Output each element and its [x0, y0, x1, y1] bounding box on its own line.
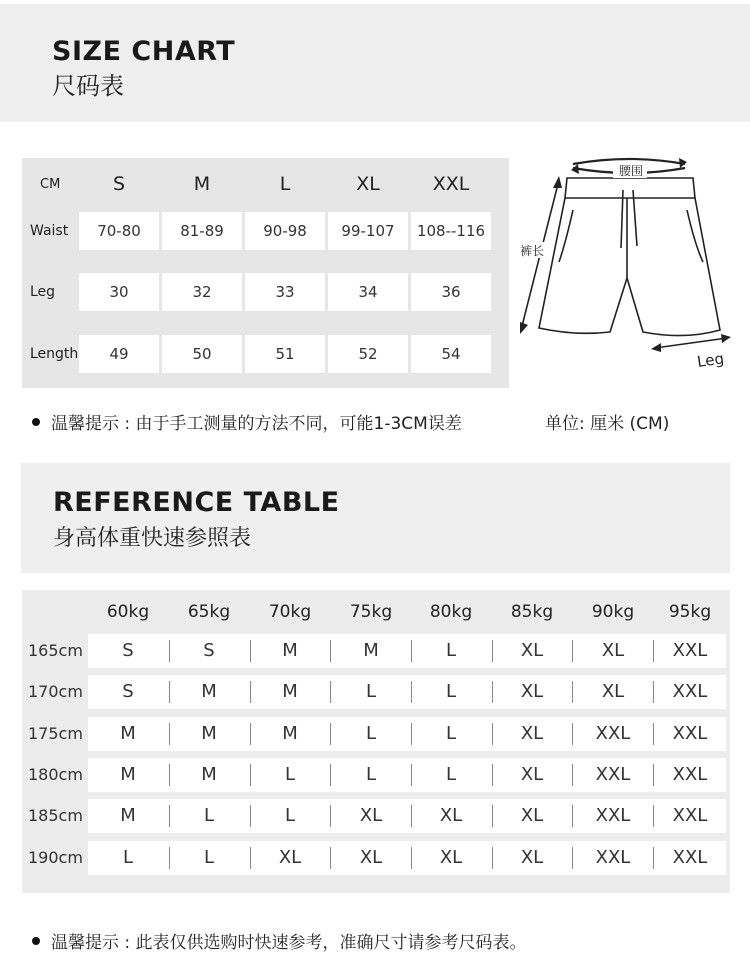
column-divider [411, 723, 412, 745]
reference-size-cell: L [122, 846, 134, 868]
reference-size-cell: L [203, 846, 215, 868]
column-divider [572, 681, 573, 703]
column-divider [330, 805, 331, 827]
size-chart-subtitle: 尺码表 [52, 72, 124, 100]
column-divider [492, 847, 493, 869]
reference-size-cell: M [282, 640, 298, 661]
reference-size-cell: M [120, 805, 136, 827]
size-value-cell: 70-80 [79, 212, 159, 250]
shorts-diagram [515, 150, 740, 375]
size-row-label: Length [30, 346, 79, 362]
reference-note [32, 928, 527, 953]
column-divider [169, 805, 170, 827]
arrow-head-icon [520, 322, 528, 334]
size-row-label: Waist [30, 223, 69, 239]
reference-size-cell: L [365, 681, 377, 703]
reference-size-cell: S [203, 640, 215, 661]
arrow-head-icon [571, 164, 579, 174]
column-divider [330, 723, 331, 745]
length-label: 裤长 [520, 244, 545, 258]
reference-size-cell: XL [520, 846, 544, 868]
column-divider [250, 847, 251, 869]
reference-size-cell: XL [439, 805, 463, 827]
column-divider [572, 847, 573, 869]
column-divider [411, 764, 412, 786]
reference-size-cell: S [122, 681, 134, 703]
weight-header: 70kg [268, 602, 312, 622]
column-divider [330, 847, 331, 869]
column-divider [250, 723, 251, 745]
reference-subtitle: 身高体重快速参照表 [53, 526, 252, 551]
column-divider [169, 764, 170, 786]
reference-size-cell: XL [359, 846, 383, 868]
height-label: 170cm [28, 682, 83, 702]
height-label: 180cm [28, 764, 83, 784]
reference-size-cell: XXL [595, 722, 631, 744]
size-row-label: Leg [30, 284, 56, 300]
reference-size-cell: M [120, 722, 136, 744]
reference-size-cell: XL [601, 681, 625, 703]
arrow-head-icon [553, 176, 562, 188]
reference-size-cell: M [282, 722, 298, 744]
column-divider [169, 847, 170, 869]
size-value-cell: 108--116 [411, 212, 491, 250]
weight-header: 65kg [187, 602, 231, 622]
reference-size-cell: XL [601, 640, 625, 661]
reference-size-cell: L [203, 805, 215, 827]
measurement-note [32, 409, 462, 434]
size-header: L [279, 173, 291, 195]
reference-size-cell: XXL [595, 846, 631, 868]
column-divider [492, 640, 493, 662]
column-divider [411, 640, 412, 662]
size-header: XXL [432, 173, 470, 195]
arrow-head-icon [721, 334, 731, 343]
size-value-cell: 54 [411, 335, 491, 373]
size-value-cell: 49 [79, 335, 159, 373]
column-divider [330, 681, 331, 703]
size-value-cell: 34 [328, 273, 408, 311]
height-label: 190cm [28, 847, 83, 867]
reference-size-cell: XXL [672, 640, 708, 661]
reference-size-cell: L [365, 763, 377, 785]
reference-size-cell: XL [359, 805, 383, 827]
reference-size-cell: L [284, 805, 296, 827]
column-divider [169, 723, 170, 745]
size-value-cell: 52 [328, 335, 408, 373]
reference-size-cell: XL [520, 681, 544, 703]
size-header: S [112, 173, 126, 195]
size-value-cell: 51 [245, 335, 325, 373]
unit-note-text: 单位: 厘米 (CM) [545, 414, 670, 434]
reference-size-cell: XXL [595, 763, 631, 785]
reference-size-cell: M [120, 763, 136, 785]
reference-size-cell: XXL [672, 681, 708, 703]
weight-header: 90kg [591, 602, 635, 622]
size-value-cell: 81-89 [162, 212, 242, 250]
reference-size-cell: L [365, 722, 377, 744]
size-chart-table [22, 158, 509, 388]
reference-size-cell: M [282, 681, 298, 703]
unit-note [545, 409, 669, 434]
reference-size-cell: XXL [672, 722, 708, 744]
column-divider [169, 640, 170, 662]
size-header: M [193, 173, 211, 195]
measurement-note-text: 温馨提示 : 由于手工测量的方法不同，可能1-3CM误差 [51, 414, 462, 434]
column-divider [250, 805, 251, 827]
column-divider [330, 764, 331, 786]
reference-size-cell: L [284, 763, 296, 785]
size-value-cell: 90-98 [245, 212, 325, 250]
leg-label: Leg [695, 349, 726, 372]
size-value-cell: 50 [162, 335, 242, 373]
column-divider [572, 640, 573, 662]
reference-table [22, 590, 730, 893]
weight-header: 80kg [429, 602, 473, 622]
reference-size-cell: M [201, 681, 217, 703]
column-divider [492, 723, 493, 745]
reference-size-cell: XXL [672, 846, 708, 868]
column-divider [572, 723, 573, 745]
height-label: 185cm [28, 806, 83, 826]
height-label: 175cm [28, 723, 83, 743]
size-value-cell: 99-107 [328, 212, 408, 250]
column-divider [492, 805, 493, 827]
reference-size-cell: L [445, 681, 457, 703]
reference-size-cell: L [445, 640, 457, 661]
reference-size-cell: XL [520, 763, 544, 785]
reference-size-cell: L [445, 763, 457, 785]
reference-size-cell: L [445, 722, 457, 744]
reference-size-cell: XL [278, 846, 302, 868]
column-divider [572, 764, 573, 786]
size-value-cell: 30 [79, 273, 159, 311]
reference-size-cell: XXL [672, 763, 708, 785]
height-label: 165cm [28, 641, 83, 660]
column-divider [250, 681, 251, 703]
size-value-cell: 36 [411, 273, 491, 311]
column-divider [250, 640, 251, 662]
bullet-icon [32, 937, 40, 945]
reference-banner [21, 463, 730, 573]
size-value-cell: 32 [162, 273, 242, 311]
column-divider [411, 681, 412, 703]
weight-header: 95kg [668, 602, 712, 622]
leg-measure-arrow [655, 338, 727, 348]
column-divider [492, 764, 493, 786]
column-divider [250, 764, 251, 786]
column-divider [411, 805, 412, 827]
size-header: XL [356, 173, 380, 195]
reference-size-cell: M [363, 640, 379, 661]
arrow-head-icon [651, 343, 661, 352]
size-chart-title: SIZE CHART [52, 36, 236, 67]
column-divider [169, 681, 170, 703]
bullet-icon [32, 418, 40, 426]
shorts-outline [539, 178, 720, 336]
reference-size-cell: XXL [672, 805, 708, 827]
size-chart-corner-label: CM [40, 176, 61, 192]
reference-size-cell: S [122, 640, 134, 661]
size-chart-banner [0, 4, 750, 122]
reference-size-cell: XL [439, 846, 463, 868]
arrow-head-icon [679, 158, 687, 168]
column-divider [492, 681, 493, 703]
reference-size-cell: M [201, 722, 217, 744]
reference-size-cell: M [201, 763, 217, 785]
waist-label: 腰围 [619, 164, 644, 178]
column-divider [330, 640, 331, 662]
reference-title: REFERENCE TABLE [53, 487, 340, 518]
reference-note-text: 温馨提示 : 此表仅供选购时快速参考，准确尺寸请参考尺码表。 [51, 933, 527, 953]
column-divider [572, 805, 573, 827]
weight-header: 75kg [349, 602, 393, 622]
reference-size-cell: XL [520, 722, 544, 744]
weight-header: 85kg [510, 602, 554, 622]
reference-size-cell: XXL [595, 805, 631, 827]
weight-header: 60kg [106, 602, 150, 622]
reference-size-cell: XL [520, 640, 544, 661]
column-divider [411, 847, 412, 869]
reference-size-cell: XL [520, 805, 544, 827]
size-value-cell: 33 [245, 273, 325, 311]
